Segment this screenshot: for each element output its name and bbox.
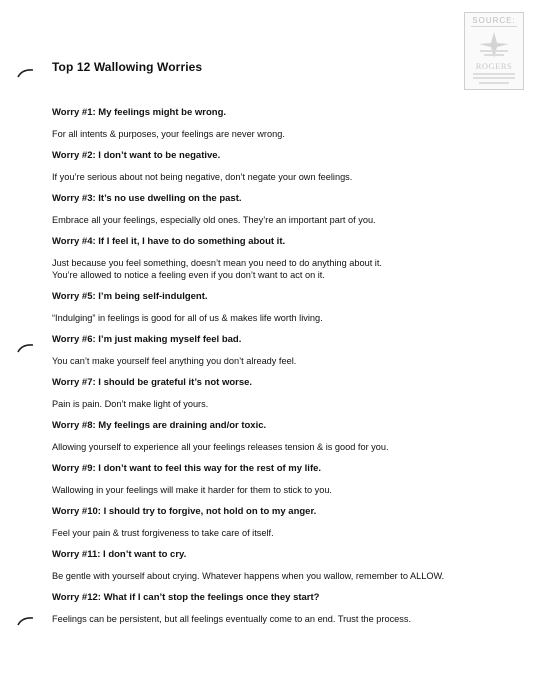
logo-source-label: SOURCE: [472,16,516,25]
logo-fine-print [473,73,515,75]
worry-item [52,192,492,226]
worry-item [52,106,492,140]
worry-item [52,462,492,496]
worry-item [52,591,492,625]
worry-response: If you’re serious about not being negative, don’t negate your own feelings. [52,172,353,182]
worry-heading: Worry #1: My feelings might be wrong. [52,107,227,118]
worry-heading: Worry #5: I’m being self-indulgent. [52,291,208,302]
logo-brand: ROGERS [475,61,513,71]
logo-fine-print [473,77,515,79]
worry-item [52,333,492,367]
worry-item [52,548,492,582]
worry-response: Pain is pain. Don’t make light of yours. [52,399,209,409]
worry-response: Be gentle with yourself about crying. Whatever happens when you wallow, remember to ALLOW. [52,571,445,581]
worry-item [52,419,492,453]
worry-heading: Worry #11: I don’t want to cry. [52,549,187,560]
logo-divider [471,26,517,27]
worry-heading: Worry #7: I should be grateful it’s not worse. [52,377,253,388]
worry-response: “Indulging” in feelings is good for all of us & makes life worth living. [52,313,323,323]
punch-hole-mark [17,616,35,626]
punch-hole-mark [17,343,35,353]
worry-heading: Worry #12: What if I can’t stop the feelings once they start? [52,592,320,603]
worry-item [52,149,492,183]
punch-hole-mark [17,68,35,78]
source-logo [464,12,524,90]
worry-response: For all intents & purposes, your feelings are never wrong. [52,129,285,139]
worry-heading: Worry #3: It’s no use dwelling on the past. [52,193,242,204]
worry-response: Just because you feel something, doesn’t mean you need to do anything about it. You’re allowed to notice a feeling even if you don’t want to act on it. [52,258,382,280]
worry-response: Embrace all your feelings, especially old ones. They’re an important part of you. [52,215,376,225]
worry-response: You can’t make yourself feel anything you don’t already feel. [52,356,297,366]
worry-heading: Worry #9: I don’t want to feel this way for the rest of my life. [52,463,322,474]
worry-heading: Worry #4: If I feel it, I have to do something about it. [52,236,286,247]
worry-heading: Worry #6: I’m just making myself feel bad. [52,334,242,345]
worry-item [52,376,492,410]
worry-heading: Worry #8: My feelings are draining and/or toxic. [52,420,267,431]
worry-response: Wallowing in your feelings will make it harder for them to stick to you. [52,485,332,495]
star-emblem-icon [476,30,512,60]
worry-heading: Worry #2: I don’t want to be negative. [52,150,221,161]
worry-list [52,106,492,634]
worry-response: Feelings can be persistent, but all feelings eventually come to an end. Trust the process. [52,614,412,624]
worry-item [52,505,492,539]
worry-heading: Worry #10: I should try to forgive, not hold on to my anger. [52,506,317,517]
worry-response: Allowing yourself to experience all your feelings releases tension & is good for you. [52,442,389,452]
logo-fine-print [479,82,509,84]
worry-item [52,290,492,324]
worry-response: Feel your pain & trust forgiveness to take care of itself. [52,528,274,538]
worry-item [52,235,492,281]
page-title: Top 12 Wallowing Worries [52,60,203,74]
